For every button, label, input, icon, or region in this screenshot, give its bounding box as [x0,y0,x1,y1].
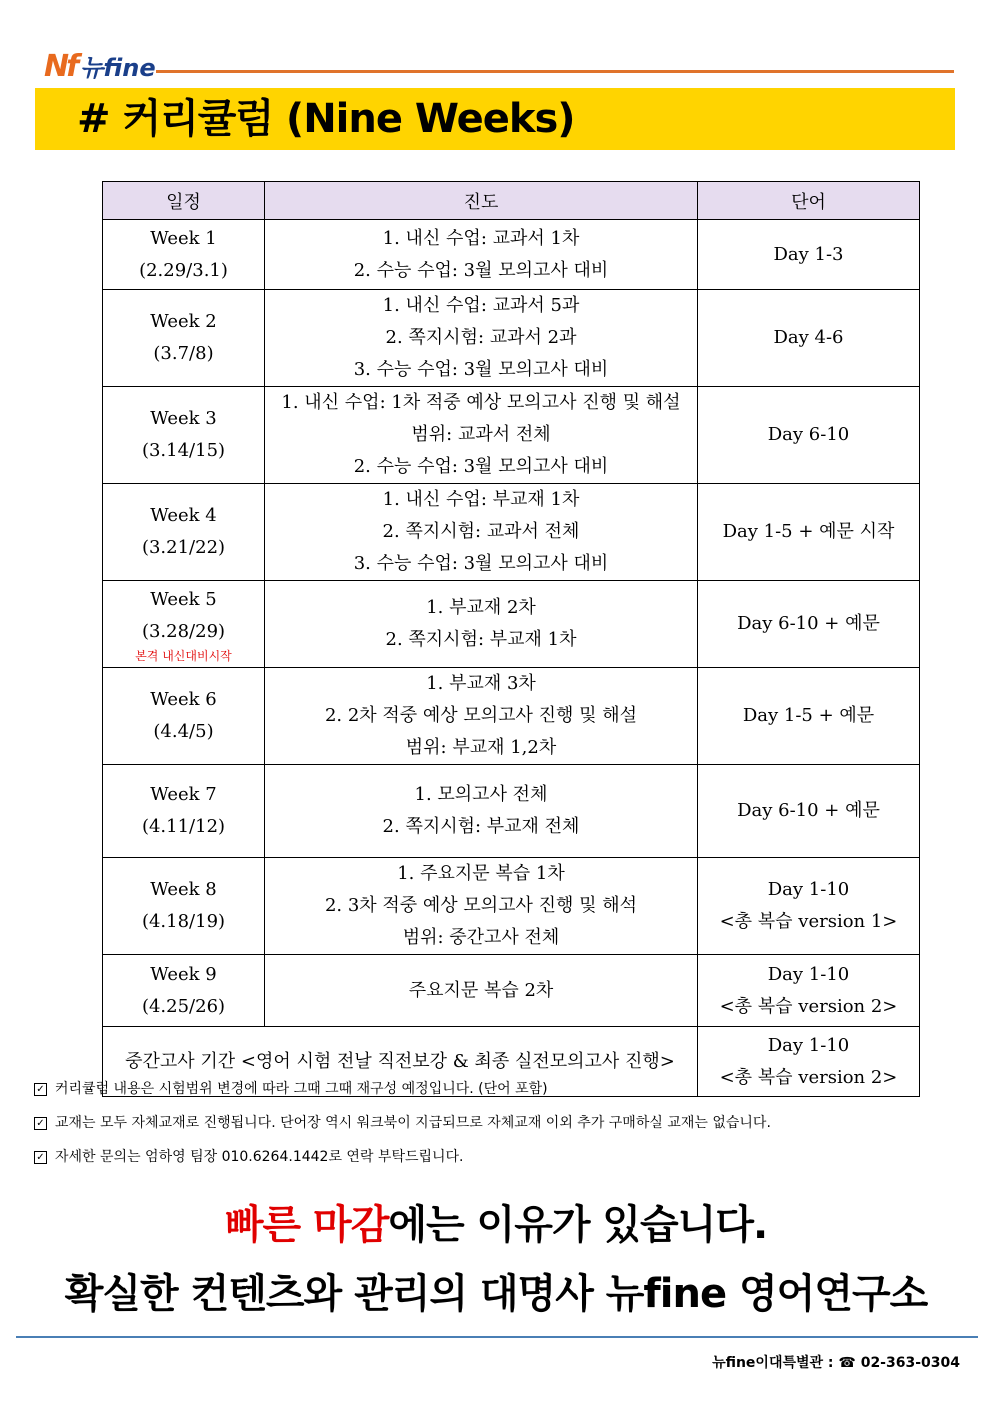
table-row [103,858,920,955]
week-label: Week 9 [150,963,217,985]
week-label: Week 7 [150,784,217,805]
title-banner [35,88,955,150]
progress-line: 주요지문 복습 2차 [408,979,554,1001]
week-label: Week 5 [150,589,217,610]
week-date: (2.29/3.1) [139,259,228,281]
week-date: (4.4/5) [153,721,214,742]
words-line: Day 1-5 + 예문 [742,705,875,726]
footer-divider [16,1336,978,1338]
progress-cell [265,387,698,484]
words-line: Day 6-10 [767,424,850,445]
checkbox-icon: ✓ [34,1151,47,1164]
progress-cell [265,955,698,1027]
schedule-cell [103,765,265,858]
week-date: (3.14/15) [141,440,226,461]
footer-contact: 뉴fine이대특별관 : ☎ 02-363-0304 [712,1355,960,1371]
words-line: Day 4-6 [773,327,844,348]
progress-line: 범위: 교과서 전체 [411,424,551,445]
words-line: Day 6-10 + 예문 [737,800,880,821]
brand-name: 뉴fine [80,54,156,82]
slogan-highlight: 빠른 마감 [224,1202,389,1248]
words-line: <총 복습 version 2> [719,1066,898,1088]
table-row [103,765,920,858]
slogan-line-2: 확실한 컨텐츠와 관리의 대명사 뉴fine 영어연구소 [64,1271,928,1317]
note-item: ✓ 교재는 모두 자체교재로 진행됩니다. 단어장 역시 워크북이 지급되므로 자체교재 이외 추가 구매하실 교재는 없습니다. [34,1106,771,1140]
progress-line: 1. 모의고사 전체 [414,784,548,805]
words-line: Day 1-3 [773,243,844,265]
header-divider [156,70,954,73]
words-cell [698,387,920,484]
week-date: (3.28/29) [141,621,226,642]
logo [44,46,156,82]
table-row [103,484,920,581]
words-line: Day 1-5 + 예문 시작 [722,521,895,542]
progress-line: 범위: 부교재 1,2차 [405,737,557,758]
progress-cell [265,858,698,955]
progress-cell [265,765,698,858]
checkbox-icon: ✓ [34,1083,47,1096]
progress-line: 2. 쪽지시험: 부교재 1차 [385,629,577,650]
week-note: 본격 내신대비시작 [135,649,232,663]
exam-period-cell: 중간고사 기간 <영어 시험 전날 직전보강 & 최종 실전모의고사 진행> [103,1027,698,1097]
table-row [103,668,920,765]
progress-cell [265,484,698,581]
table-row [103,581,920,668]
schedule-cell [103,484,265,581]
words-line: <총 복습 version 1> [719,911,898,932]
progress-cell [265,581,698,668]
week-date: (3.7/8) [153,343,214,364]
week-date: (3.21/22) [141,537,226,558]
progress-cell [265,668,698,765]
page-title: # 커리큘럼 (Nine Weeks) [77,96,575,142]
progress-line: 2. 쪽지시험: 부교재 전체 [382,816,580,837]
progress-line: 3. 수능 수업: 3월 모의고사 대비 [353,553,609,574]
table-row [103,955,920,1027]
curriculum-table [102,181,920,1097]
week-date: (4.25/26) [141,995,226,1017]
table-row [103,220,920,290]
words-cell [698,220,920,290]
progress-line: 1. 내신 수업: 교과서 5과 [382,295,580,316]
schedule-cell [103,220,265,290]
words-cell [698,484,920,581]
progress-line: 2. 쪽지시험: 교과서 2과 [385,327,577,348]
note-item: ✓ 자세한 문의는 엄하영 팀장 010.6264.1442로 연락 부탁드립니다. [34,1140,771,1174]
progress-line: 1. 주요지문 복습 1차 [397,863,565,884]
progress-line: 2. 수능 수업: 3월 모의고사 대비 [353,456,609,477]
schedule-cell [103,290,265,387]
words-line: <총 복습 version 2> [719,995,898,1017]
column-header-words: 단어 [698,182,920,220]
schedule-cell [103,955,265,1027]
progress-line: 1. 부교재 3차 [426,673,536,694]
note-item: ✓ 커리큘럼 내용은 시험범위 변경에 따라 그때 그때 재구성 예정입니다. (단어 포함) [34,1072,771,1106]
words-cell [698,581,920,668]
logo-mark-icon: Nf [44,49,77,84]
words-cell [698,668,920,765]
progress-line: 2. 2차 적중 예상 모의고사 진행 및 해설 [324,705,638,726]
progress-cell [265,220,698,290]
words-cell [698,765,920,858]
progress-line: 3. 수능 수업: 3월 모의고사 대비 [353,359,609,380]
words-line: Day 1-10 [767,963,850,985]
table-row [103,290,920,387]
schedule-cell [103,858,265,955]
column-header-progress: 진도 [265,182,698,220]
progress-line: 범위: 중간고사 전체 [402,927,560,948]
progress-line: 1. 내신 수업: 1차 적중 예상 모의고사 진행 및 해설 [281,392,681,413]
words-cell [698,290,920,387]
table-header-row [103,182,920,220]
progress-line: 1. 부교재 2차 [426,597,536,618]
progress-line: 2. 쪽지시험: 교과서 전체 [382,521,580,542]
words-cell [698,955,920,1027]
week-label: Week 3 [150,408,217,429]
week-label: Week 6 [150,689,217,710]
table-row [103,387,920,484]
words-line: Day 1-10 [767,879,850,900]
progress-line: 1. 내신 수업: 부교재 1차 [382,489,580,510]
progress-cell [265,290,698,387]
notes-list [34,1072,771,1174]
progress-line: 1. 내신 수업: 교과서 1차 [382,227,580,249]
schedule-cell [103,387,265,484]
slogan-line-1: 빠른 마감에는 이유가 있습니다. [224,1202,768,1248]
progress-line: 2. 3차 적중 예상 모의고사 진행 및 해석 [324,895,638,916]
progress-line: 2. 수능 수업: 3월 모의고사 대비 [353,259,609,281]
week-label: Week 1 [150,227,217,249]
week-date: (4.18/19) [141,911,226,932]
words-line: Day 1-10 [767,1034,850,1056]
column-header-schedule: 일정 [103,182,265,220]
words-line: Day 6-10 + 예문 [737,613,880,634]
schedule-cell [103,581,265,668]
week-label: Week 2 [150,311,217,332]
schedule-cell [103,668,265,765]
week-label: Week 4 [150,505,217,526]
week-date: (4.11/12) [141,816,226,837]
words-cell [698,858,920,955]
week-label: Week 8 [150,879,217,900]
checkbox-icon: ✓ [34,1117,47,1130]
